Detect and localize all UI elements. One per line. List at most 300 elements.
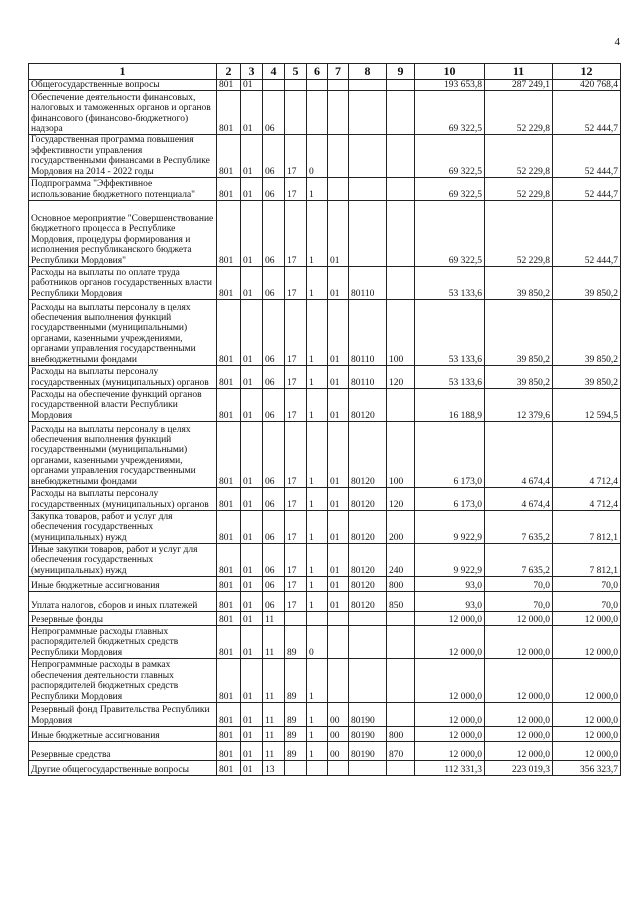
code-cell: 01 [328, 389, 349, 422]
code-cell: 17 [285, 267, 307, 300]
code-cell: 17 [285, 422, 307, 488]
table-row [29, 135, 621, 178]
row-name-cell: Непрограммные расходы главных распорядителей бюджетных средств Республики Мордовия [29, 626, 217, 659]
table-row [29, 201, 621, 267]
code-cell: 801 [217, 300, 241, 366]
amount-cell: 39 850,2 [553, 267, 621, 300]
table-row [29, 727, 621, 742]
amount-cell: 52 444,7 [553, 201, 621, 267]
code-cell [328, 761, 349, 776]
table-row [29, 592, 621, 612]
amount-cell: 193 653,8 [415, 80, 485, 91]
code-cell [285, 761, 307, 776]
code-cell: 801 [217, 178, 241, 201]
header-cell: 10 [415, 64, 485, 80]
code-cell: 801 [217, 703, 241, 727]
code-cell: 1 [307, 577, 328, 592]
code-cell: 80120 [349, 488, 387, 511]
code-cell: 01 [241, 703, 263, 727]
code-cell: 0 [307, 626, 328, 659]
code-cell: 1 [307, 544, 328, 577]
amount-cell: 287 249,1 [485, 80, 553, 91]
code-cell: 01 [241, 612, 263, 626]
amount-cell: 12 000,0 [415, 727, 485, 742]
amount-cell: 12 000,0 [553, 626, 621, 659]
amount-cell: 420 768,4 [553, 80, 621, 91]
code-cell: 801 [217, 80, 241, 91]
code-cell [387, 201, 415, 267]
amount-cell: 69 322,5 [415, 135, 485, 178]
header-cell: 1 [29, 64, 217, 80]
code-cell: 01 [328, 511, 349, 544]
code-cell [349, 178, 387, 201]
code-cell: 100 [387, 422, 415, 488]
code-cell: 80190 [349, 727, 387, 742]
row-name-cell: Непрограммные расходы в рамках обеспечения деятельности главных распорядителей бюджетных средств Республики Мордовия [29, 659, 217, 703]
amount-cell: 70,0 [485, 577, 553, 592]
amount-cell: 12 000,0 [415, 742, 485, 761]
amount-cell: 93,0 [415, 592, 485, 612]
code-cell: 01 [241, 178, 263, 201]
code-cell [387, 178, 415, 201]
code-cell: 11 [263, 626, 285, 659]
code-cell [328, 91, 349, 135]
amount-cell: 12 000,0 [485, 742, 553, 761]
code-cell: 1 [307, 742, 328, 761]
code-cell: 801 [217, 544, 241, 577]
code-cell: 1 [307, 422, 328, 488]
code-cell: 801 [217, 201, 241, 267]
amount-cell: 53 133,6 [415, 267, 485, 300]
code-cell: 1 [307, 659, 328, 703]
code-cell [349, 659, 387, 703]
amount-cell: 6 173,0 [415, 422, 485, 488]
amount-cell: 6 173,0 [415, 488, 485, 511]
amount-cell: 12 000,0 [485, 703, 553, 727]
code-cell: 06 [263, 91, 285, 135]
code-cell: 01 [241, 389, 263, 422]
amount-cell: 9 922,9 [415, 544, 485, 577]
table-row [29, 612, 621, 626]
code-cell [387, 80, 415, 91]
code-cell [349, 612, 387, 626]
amount-cell: 70,0 [553, 592, 621, 612]
code-cell: 100 [387, 300, 415, 366]
code-cell: 00 [328, 727, 349, 742]
row-name-cell: Государственная программа повышения эффективности управления государственными финансами в Республике Мордовия на 2014 - 2022 годы [29, 135, 217, 178]
code-cell: 01 [328, 544, 349, 577]
header-cell: 9 [387, 64, 415, 80]
table-row [29, 178, 621, 201]
code-cell: 801 [217, 761, 241, 776]
code-cell: 06 [263, 300, 285, 366]
amount-cell: 7 812,1 [553, 544, 621, 577]
amount-cell: 12 000,0 [485, 626, 553, 659]
code-cell: 120 [387, 488, 415, 511]
row-name-cell: Резервные фонды [29, 612, 217, 626]
row-name-cell: Уплата налогов, сборов и иных платежей [29, 592, 217, 612]
amount-cell: 223 019,3 [485, 761, 553, 776]
amount-cell: 7 812,1 [553, 511, 621, 544]
amount-cell: 69 322,5 [415, 91, 485, 135]
code-cell: 01 [328, 201, 349, 267]
amount-cell: 12 000,0 [415, 612, 485, 626]
code-cell: 80120 [349, 592, 387, 612]
code-cell: 801 [217, 511, 241, 544]
code-cell: 801 [217, 267, 241, 300]
code-cell [328, 178, 349, 201]
budget-table [28, 63, 621, 776]
header-cell: 8 [349, 64, 387, 80]
code-cell [387, 612, 415, 626]
amount-cell: 356 323,7 [553, 761, 621, 776]
table-row [29, 742, 621, 761]
table-row [29, 91, 621, 135]
row-name-cell: Резервный фонд Правительства Республики Мордовия [29, 703, 217, 727]
amount-cell: 52 444,7 [553, 91, 621, 135]
row-name-cell: Другие общегосударственные вопросы [29, 761, 217, 776]
header-cell: 3 [241, 64, 263, 80]
amount-cell: 4 712,4 [553, 488, 621, 511]
code-cell: 120 [387, 366, 415, 389]
code-cell: 80190 [349, 742, 387, 761]
header-cell: 7 [328, 64, 349, 80]
code-cell: 11 [263, 703, 285, 727]
code-cell: 01 [241, 577, 263, 592]
code-cell: 89 [285, 626, 307, 659]
code-cell: 80110 [349, 267, 387, 300]
code-cell: 01 [241, 201, 263, 267]
code-cell: 1 [307, 366, 328, 389]
code-cell: 01 [241, 659, 263, 703]
code-cell: 89 [285, 742, 307, 761]
table-row [29, 659, 621, 703]
code-cell: 06 [263, 592, 285, 612]
amount-cell: 4 674,4 [485, 422, 553, 488]
header-cell: 2 [217, 64, 241, 80]
code-cell: 870 [387, 742, 415, 761]
amount-cell: 4 674,4 [485, 488, 553, 511]
code-cell [328, 626, 349, 659]
amount-cell: 52 229,8 [485, 201, 553, 267]
code-cell [349, 80, 387, 91]
amount-cell: 12 000,0 [553, 742, 621, 761]
header-cell: 12 [553, 64, 621, 80]
code-cell: 01 [328, 577, 349, 592]
amount-cell: 4 712,4 [553, 422, 621, 488]
amount-cell: 52 229,8 [485, 135, 553, 178]
code-cell [285, 612, 307, 626]
code-cell: 01 [328, 592, 349, 612]
amount-cell: 70,0 [485, 592, 553, 612]
code-cell: 801 [217, 659, 241, 703]
row-name-cell: Иные бюджетные ассигнования [29, 577, 217, 592]
code-cell: 801 [217, 727, 241, 742]
code-cell: 01 [241, 366, 263, 389]
code-cell [285, 91, 307, 135]
row-name-cell: Иные закупки товаров, работ и услуг для обеспечения государственных (муниципальных) нужд [29, 544, 217, 577]
code-cell: 800 [387, 727, 415, 742]
code-cell: 01 [241, 488, 263, 511]
code-cell: 01 [241, 511, 263, 544]
code-cell: 800 [387, 577, 415, 592]
code-cell: 11 [263, 742, 285, 761]
code-cell: 801 [217, 389, 241, 422]
code-cell: 801 [217, 135, 241, 178]
code-cell: 01 [241, 267, 263, 300]
code-cell: 801 [217, 612, 241, 626]
code-cell: 0 [307, 135, 328, 178]
amount-cell: 69 322,5 [415, 178, 485, 201]
code-cell: 17 [285, 201, 307, 267]
table-row [29, 577, 621, 592]
amount-cell: 9 922,9 [415, 511, 485, 544]
code-cell [307, 91, 328, 135]
amount-cell: 53 133,6 [415, 366, 485, 389]
code-cell: 06 [263, 178, 285, 201]
row-name-cell: Расходы на выплаты персоналу в целях обеспечения выполнения функций государственными (муниципальными) органами, казенными учреждениями, органами управления государственными внебюджетными фондами [29, 300, 217, 366]
amount-cell: 69 322,5 [415, 201, 485, 267]
code-cell [387, 267, 415, 300]
code-cell: 89 [285, 659, 307, 703]
code-cell: 850 [387, 592, 415, 612]
amount-cell: 12 000,0 [415, 626, 485, 659]
code-cell: 17 [285, 577, 307, 592]
code-cell: 1 [307, 178, 328, 201]
code-cell: 200 [387, 511, 415, 544]
amount-cell: 7 635,2 [485, 511, 553, 544]
amount-cell: 93,0 [415, 577, 485, 592]
code-cell: 06 [263, 488, 285, 511]
code-cell: 240 [387, 544, 415, 577]
amount-cell: 52 444,7 [553, 178, 621, 201]
row-name-cell: Расходы на обеспечение функций органов государственной власти Республики Мордовия [29, 389, 217, 422]
code-cell: 06 [263, 422, 285, 488]
code-cell: 17 [285, 178, 307, 201]
code-cell: 80120 [349, 389, 387, 422]
code-cell: 01 [241, 626, 263, 659]
code-cell [285, 80, 307, 91]
code-cell: 17 [285, 135, 307, 178]
code-cell: 17 [285, 592, 307, 612]
code-cell: 89 [285, 727, 307, 742]
code-cell: 1 [307, 389, 328, 422]
row-name-cell: Иные бюджетные ассигнования [29, 727, 217, 742]
row-name-cell: Закупка товаров, работ и услуг для обеспечения государственных (муниципальных) нужд [29, 511, 217, 544]
code-cell [349, 626, 387, 659]
code-cell: 80120 [349, 577, 387, 592]
code-cell [307, 80, 328, 91]
table-row [29, 761, 621, 776]
code-cell [328, 612, 349, 626]
code-cell: 01 [241, 135, 263, 178]
table-row [29, 544, 621, 577]
code-cell [349, 91, 387, 135]
row-name-cell: Основное мероприятие "Совершенствование бюджетного процесса в Республике Мордовия, процедуры формирования и исполнения республиканского бюджета Республики Мордовия" [29, 201, 217, 267]
code-cell [349, 135, 387, 178]
row-name-cell: Расходы на выплаты персоналу государственных (муниципальных) органов [29, 366, 217, 389]
code-cell: 01 [328, 422, 349, 488]
code-cell [307, 761, 328, 776]
code-cell: 06 [263, 544, 285, 577]
code-cell: 17 [285, 511, 307, 544]
table-row [29, 422, 621, 488]
code-cell: 01 [241, 300, 263, 366]
code-cell: 06 [263, 389, 285, 422]
code-cell: 01 [241, 592, 263, 612]
code-cell [328, 135, 349, 178]
amount-cell: 12 000,0 [415, 659, 485, 703]
code-cell: 89 [285, 703, 307, 727]
amount-cell: 16 188,9 [415, 389, 485, 422]
code-cell: 17 [285, 488, 307, 511]
code-cell: 80190 [349, 703, 387, 727]
amount-cell: 12 000,0 [485, 612, 553, 626]
amount-cell: 12 000,0 [553, 703, 621, 727]
amount-cell: 52 229,8 [485, 178, 553, 201]
amount-cell: 39 850,2 [485, 366, 553, 389]
amount-cell: 112 331,3 [415, 761, 485, 776]
amount-cell: 53 133,6 [415, 300, 485, 366]
amount-cell: 39 850,2 [553, 366, 621, 389]
amount-cell: 12 000,0 [485, 727, 553, 742]
code-cell: 1 [307, 300, 328, 366]
code-cell [387, 135, 415, 178]
table-row [29, 703, 621, 727]
code-cell: 01 [241, 91, 263, 135]
code-cell: 1 [307, 703, 328, 727]
code-cell: 01 [241, 727, 263, 742]
code-cell: 17 [285, 300, 307, 366]
code-cell: 01 [328, 300, 349, 366]
code-cell: 801 [217, 592, 241, 612]
code-cell: 801 [217, 626, 241, 659]
code-cell: 00 [328, 703, 349, 727]
table-row [29, 366, 621, 389]
code-cell: 17 [285, 389, 307, 422]
table-row [29, 626, 621, 659]
table-row [29, 488, 621, 511]
code-cell: 80120 [349, 511, 387, 544]
amount-cell: 39 850,2 [485, 300, 553, 366]
code-cell [349, 201, 387, 267]
amount-cell: 12 000,0 [415, 703, 485, 727]
table-header-row [29, 64, 621, 80]
header-cell: 4 [263, 64, 285, 80]
page-number: 4 [614, 36, 620, 48]
header-cell: 5 [285, 64, 307, 80]
code-cell: 06 [263, 201, 285, 267]
code-cell: 01 [241, 80, 263, 91]
code-cell: 01 [241, 761, 263, 776]
code-cell [328, 80, 349, 91]
code-cell: 01 [328, 488, 349, 511]
row-name-cell: Резервные средства [29, 742, 217, 761]
code-cell [307, 612, 328, 626]
code-cell: 06 [263, 135, 285, 178]
amount-cell: 12 000,0 [553, 727, 621, 742]
code-cell: 17 [285, 366, 307, 389]
code-cell: 17 [285, 544, 307, 577]
code-cell: 1 [307, 201, 328, 267]
code-cell: 801 [217, 742, 241, 761]
code-cell: 11 [263, 727, 285, 742]
code-cell: 1 [307, 511, 328, 544]
code-cell: 06 [263, 267, 285, 300]
code-cell: 801 [217, 488, 241, 511]
code-cell: 80110 [349, 300, 387, 366]
code-cell: 01 [241, 544, 263, 577]
code-cell: 00 [328, 742, 349, 761]
code-cell: 06 [263, 577, 285, 592]
code-cell: 06 [263, 511, 285, 544]
code-cell: 11 [263, 612, 285, 626]
row-name-cell: Общегосударственные вопросы [29, 80, 217, 91]
amount-cell: 7 635,2 [485, 544, 553, 577]
code-cell: 1 [307, 488, 328, 511]
code-cell: 06 [263, 366, 285, 389]
code-cell: 01 [328, 366, 349, 389]
amount-cell: 12 379,6 [485, 389, 553, 422]
row-name-cell: Расходы на выплаты персоналу государственных (муниципальных) органов [29, 488, 217, 511]
code-cell [387, 91, 415, 135]
code-cell: 01 [241, 422, 263, 488]
amount-cell: 39 850,2 [553, 300, 621, 366]
table-row [29, 80, 621, 91]
amount-cell: 12 594,5 [553, 389, 621, 422]
header-cell: 6 [307, 64, 328, 80]
amount-cell: 12 000,0 [553, 659, 621, 703]
code-cell [349, 761, 387, 776]
row-name-cell: Подпрограмма "Эффективное использование бюджетного потенциала" [29, 178, 217, 201]
amount-cell: 52 444,7 [553, 135, 621, 178]
code-cell [328, 659, 349, 703]
code-cell: 13 [263, 761, 285, 776]
code-cell [387, 659, 415, 703]
amount-cell: 12 000,0 [553, 612, 621, 626]
code-cell: 1 [307, 267, 328, 300]
code-cell: 80110 [349, 366, 387, 389]
row-name-cell: Расходы на выплаты по оплате труда работников органов государственных власти Республики Мордовия [29, 267, 217, 300]
amount-cell: 52 229,8 [485, 91, 553, 135]
header-cell: 11 [485, 64, 553, 80]
table-row [29, 511, 621, 544]
code-cell: 01 [328, 267, 349, 300]
code-cell: 80120 [349, 422, 387, 488]
code-cell: 11 [263, 659, 285, 703]
row-name-cell: Расходы на выплаты персоналу в целях обеспечения выполнения функций государственными (муниципальными) органами, казенными учреждениями, органами управления государственными внебюджетными фондами [29, 422, 217, 488]
amount-cell: 39 850,2 [485, 267, 553, 300]
code-cell: 80120 [349, 544, 387, 577]
table-row [29, 267, 621, 300]
table-row [29, 300, 621, 366]
code-cell: 801 [217, 366, 241, 389]
code-cell [387, 703, 415, 727]
code-cell [387, 761, 415, 776]
code-cell: 801 [217, 577, 241, 592]
code-cell: 1 [307, 592, 328, 612]
code-cell [387, 626, 415, 659]
table-row [29, 389, 621, 422]
code-cell: 801 [217, 422, 241, 488]
amount-cell: 12 000,0 [485, 659, 553, 703]
code-cell [387, 389, 415, 422]
amount-cell: 70,0 [553, 577, 621, 592]
row-name-cell: Обеспечение деятельности финансовых, налоговых и таможенных органов и органов финансового (финансово-бюджетного) надзора [29, 91, 217, 135]
code-cell [263, 80, 285, 91]
code-cell: 01 [241, 742, 263, 761]
table-body [29, 80, 621, 776]
